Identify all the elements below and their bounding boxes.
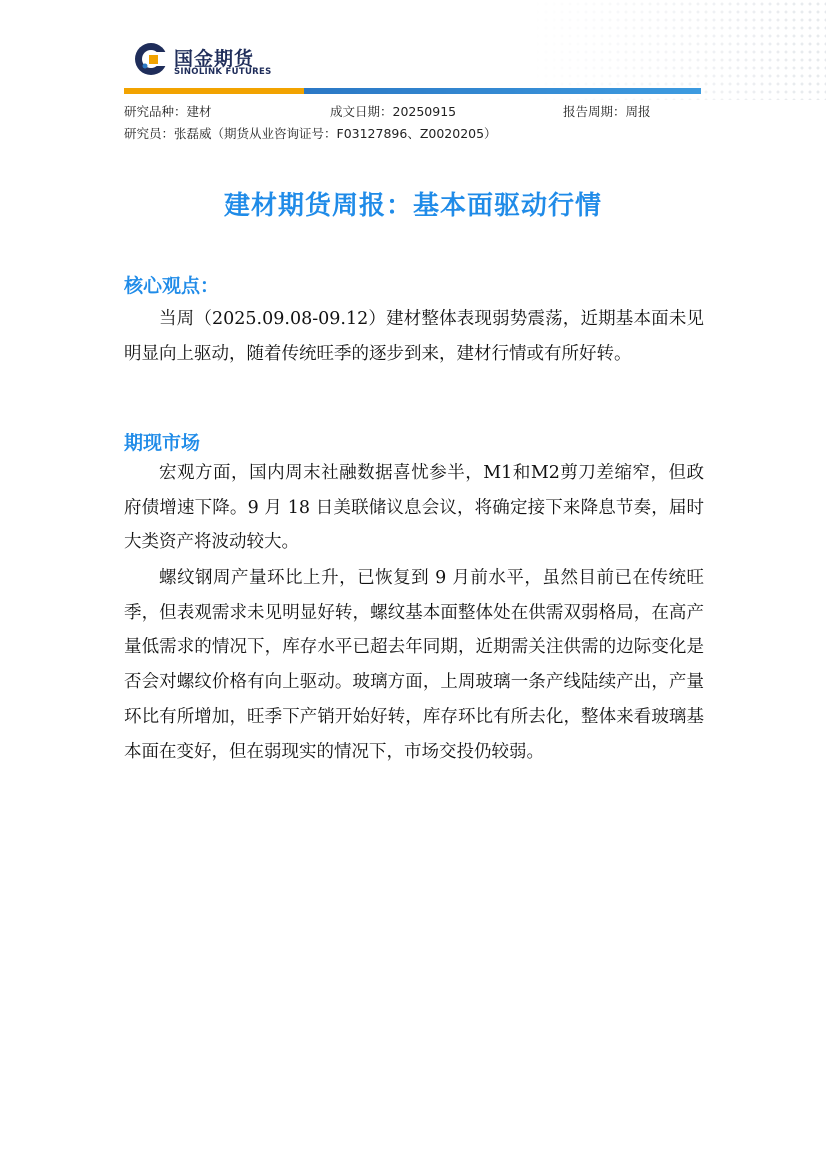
divider-blue-segment (304, 88, 701, 94)
market-paragraph-macro: 宏观方面，国内周末社融数据喜忧参半，M1和M2剪刀差缩窄，但政府债增速下降。9 月 18 日美联储议息会议，将确定接下来降息节奏，届时大类资产将波动较大。 (124, 463, 704, 553)
market-paragraph-rebar-glass: 螺纹钢周产量环比上升，已恢复到 9 月前水平，虽然目前已在传统旺季，但表观需求未见明显好转，螺纹基本面整体处在供需双弱格局，在高产量低需求的情况下，库存水平已超去年同期，近期需关注供需的边际变化是否会对螺纹价格有向上驱动。玻璃方面，上周玻璃一条产线陆续产出，产量环比有所增加，旺季下产销开始好转，库存环比有所去化，整体来看玻璃基本面在变好，但在弱现实的情况下，市场交投仍较弱。 (124, 568, 704, 762)
divider-gold-segment (124, 88, 304, 94)
company-logo (134, 42, 434, 82)
section-heading-core: 核心观点： (124, 275, 220, 297)
core-paragraph: 当周（2025.09.08-09.12）建材整体表现弱势震荡，近期基本面未见明显向上驱动，随着传统旺季的逐步到来，建材行情或有所好转。 (124, 309, 704, 364)
logo-english-name: SINOLINK FUTURES (174, 67, 272, 77)
meta-period: 报告周期：周报 (563, 104, 651, 119)
meta-researcher: 研究员：张磊威（期货从业咨询证号：F03127896、Z0020205） (124, 126, 497, 141)
header-divider-bar (124, 88, 701, 94)
decorative-dot-pattern (526, 0, 826, 100)
logo-chinese-name: 国金期货 (174, 48, 255, 70)
meta-date: 成文日期：20250915 (330, 104, 457, 119)
sinolink-logo-icon (134, 42, 168, 76)
section-heading-market: 期现市场 (124, 432, 201, 454)
meta-variety: 研究品种：建材 (124, 104, 212, 119)
page-title: 建材期货周报：基本面驱动行情 (223, 191, 602, 221)
